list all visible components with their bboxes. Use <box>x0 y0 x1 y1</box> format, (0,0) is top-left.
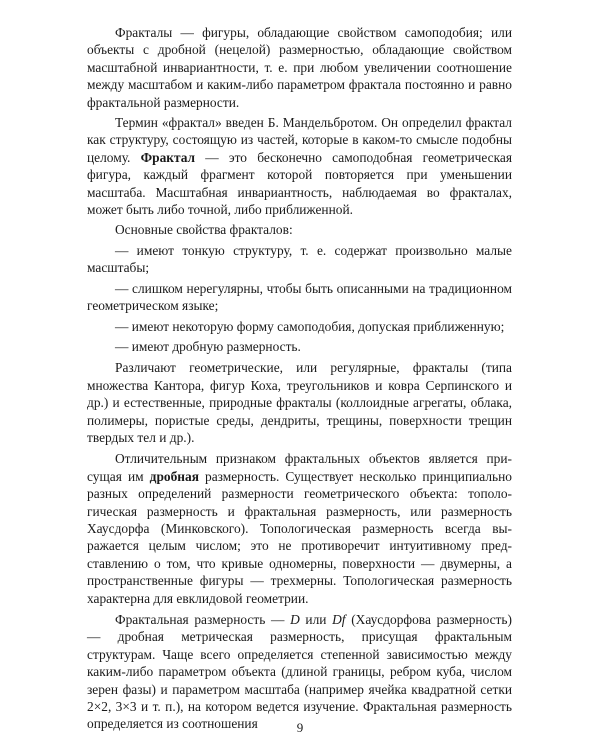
text-run: Отличительным признаком фрактальных объектов является присущая им <box>87 451 512 484</box>
bold-term: Фрактал <box>140 149 196 165</box>
text-run: (Хаусдорфова размерность) — дробная метрическая размерность, присущая фрактальным структурам. Чаще всего определяется степенной зависимостью между каким-либо параметром объекта (длиной границы, ребром куба, числом зерен фазы) и параметром масштаба (например ячейка квадратной сетки 2×2, 3×3 и т. п.), на котором ведется изучение. Фрактальная размерность определяется из соотношения <box>87 612 512 732</box>
paragraph-dimension <box>87 450 512 607</box>
text-run: — это бесконечно самоподобная геометрическая фигура, каждый фрагмент которой повторяется при уменьшении масштаба. Масштабная инвариантность, наблюдаемая во фракталах, может быть либо точной, либо приближенной. <box>87 149 512 218</box>
paragraph-definition <box>87 24 512 111</box>
italic-symbol: Df <box>332 612 346 627</box>
text-run: — слишком нерегулярны, чтобы быть описанными на традиционном геометрическом языке; <box>87 280 512 314</box>
paragraph-fractal-dimension <box>87 611 512 733</box>
text-run: Термин «фрактал» введен Б. Мандельбротом. Он определил фрактал как структуру, состоящую из частей, которые в каком-то смысле подобны целому. <box>87 115 512 165</box>
page-number: 9 <box>296 720 304 735</box>
text-run: размерность. Существует несколько принципиально разных определений размерности геометрического объекта: топологическая размерность и фрактальная размерность, или размерность Хаусдорфа (Минковского). Топологическая размерность всегда выражается целым числом; это не противоречит интуитивному представлению о том, что кривые одномерны, поверхности — двумерны, а пространственные фигуры — трехмерны. Топологическая размерность характерна для евклидовой геометрии. <box>87 468 513 606</box>
text-run: Фрактальная размерность — <box>115 612 291 627</box>
list-item-self-similarity <box>87 318 512 335</box>
text-run: или <box>299 612 333 627</box>
text-run: Различают геометрические, или регулярные, фракталы (типа множества Кантора, фигур Коха, треугольников и ковра Серпинского и др.) и естественные, природные фракталы (коллоидные агрегаты, облака, полимеры, пористые среды, дендриты, трещины, поверхности трещин твердых тел и др.). <box>87 360 512 445</box>
list-item-irregular <box>87 280 512 315</box>
text-run: Фракталы — фигуры, обладающие свойством самоподобия; или объекты с дробной (нецелой) размерностью, обладающие свойством масштабной инвариантности, т. е. при любом увеличении соотношение между масштабом и каким-либо параметром фрактала постоянно и равно фрактальной размерности. <box>87 25 512 110</box>
paragraph-fractal-types <box>87 359 512 446</box>
list-item-fine-structure <box>87 242 512 277</box>
paragraph-properties-intro <box>87 221 512 238</box>
italic-symbol: D <box>290 612 300 627</box>
text-run: — имеют некоторую форму самоподобия, допуская приближенную; <box>115 318 505 334</box>
text-run: — имеют дробную размерность. <box>115 338 301 354</box>
paragraph-mandelbrot <box>87 114 512 218</box>
body-text <box>87 24 512 733</box>
text-run: Основные свойства фракталов: <box>115 222 293 238</box>
list-item-fractional-dimension <box>87 338 512 355</box>
text-run: — имеют тонкую структуру, т. е. содержат произвольно малые масштабы; <box>87 242 512 276</box>
bold-term: дробная <box>149 468 199 484</box>
